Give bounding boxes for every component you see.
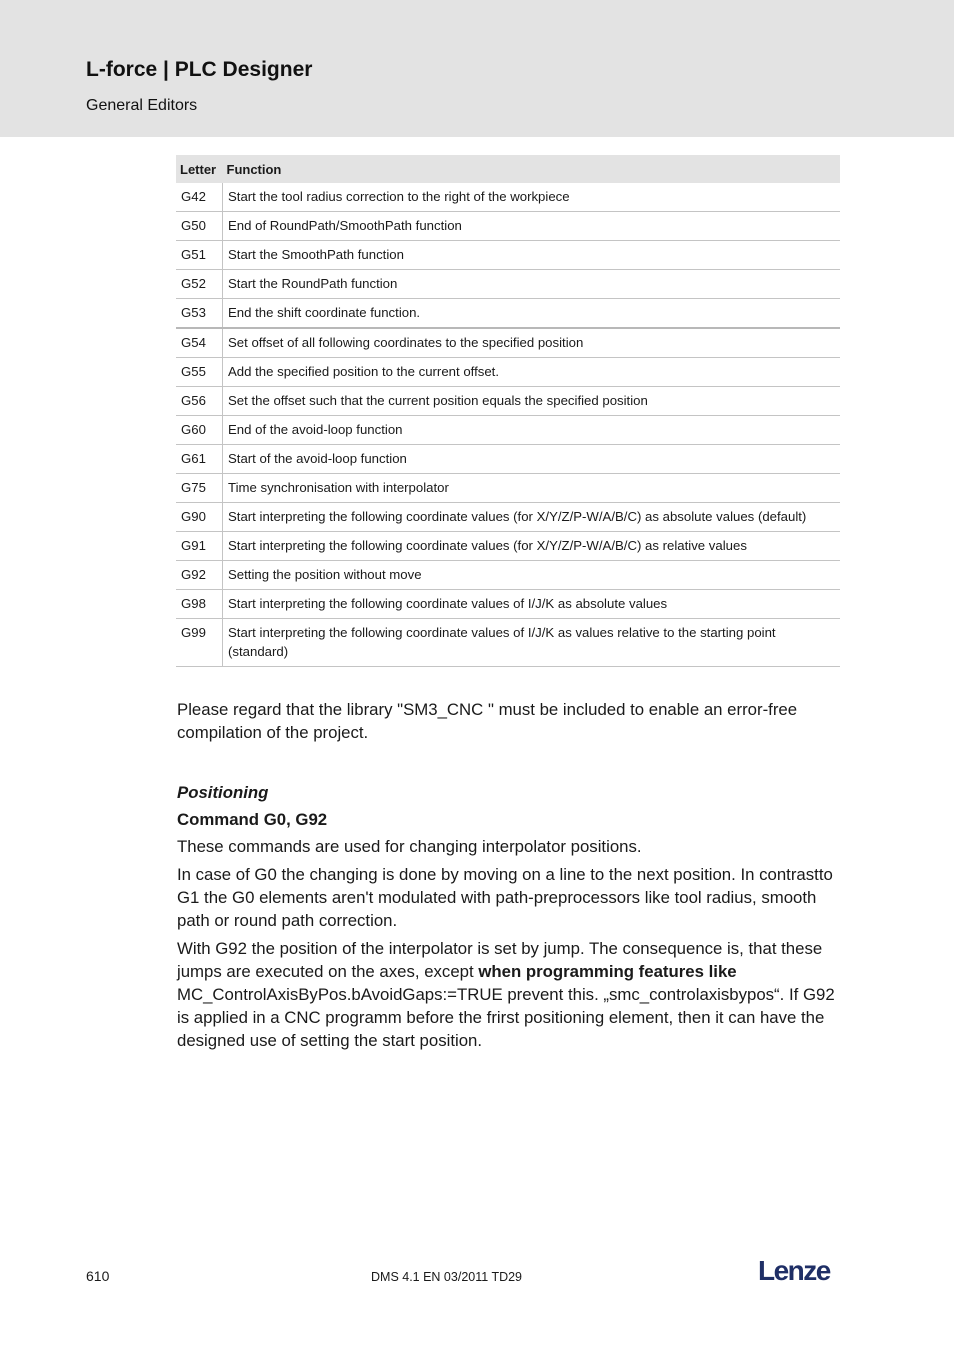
row-letter: G56 xyxy=(176,387,223,416)
row-function: Start the tool radius correction to the right of the workpiece xyxy=(223,183,841,212)
paragraph-3-end: MC_ControlAxisByPos.bAvoidGaps:=TRUE prevent this. „smc_controlaxisbypos“. If G92 is applied in a CNC programm before the frirst positioning element, then it can have the designed use of setting the start position. xyxy=(177,985,835,1050)
row-function: Time synchronisation with interpolator xyxy=(223,474,841,503)
row-function: Start interpreting the following coordinate values of I/J/K as absolute values xyxy=(223,590,841,619)
row-function: Start interpreting the following coordinate values (for X/Y/Z/P-W/A/B/C) as absolute values (default) xyxy=(223,503,841,532)
command-heading: Command G0, G92 xyxy=(177,810,328,829)
table-row xyxy=(176,358,840,387)
row-letter: G55 xyxy=(176,358,223,387)
table-row xyxy=(176,328,840,358)
paragraph-3 xyxy=(177,937,843,1052)
paragraph-1: These commands are used for changing interpolator positions. xyxy=(177,837,642,856)
gcode-table xyxy=(176,155,840,667)
table-row xyxy=(176,561,840,590)
table-row xyxy=(176,445,840,474)
table-header-row xyxy=(176,155,840,183)
table-row xyxy=(176,503,840,532)
row-letter: G52 xyxy=(176,270,223,299)
row-function: Set offset of all following coordinates to the specified position xyxy=(223,328,841,358)
table-row xyxy=(176,532,840,561)
paragraph-2: In case of G0 the changing is done by moving on a line to the next position. In contrastto G1 the G0 elements aren't modulated with path-preprocessors like tool radius, smooth path or round path correction. xyxy=(177,865,833,930)
row-letter: G51 xyxy=(176,241,223,270)
row-letter: G61 xyxy=(176,445,223,474)
table-row xyxy=(176,241,840,270)
document-title: L-force | PLC Designer xyxy=(86,58,313,81)
row-function: Add the specified position to the current offset. xyxy=(223,358,841,387)
paragraph-3-bold: when programming features like xyxy=(478,962,737,981)
library-note: Please regard that the library "SM3_CNC " must be included to enable an error-free compilation of the project. xyxy=(177,700,798,742)
paragraph-3-start: With G92 the position of the interpolator is set by jump. The consequence is, that these jumps are executed on the axes, except xyxy=(177,939,823,981)
table-row xyxy=(176,416,840,445)
row-letter: G54 xyxy=(176,328,223,358)
row-letter: G42 xyxy=(176,183,223,212)
table-row xyxy=(176,212,840,241)
row-function: Start interpreting the following coordinate values of I/J/K as values relative to the starting point (standard) xyxy=(223,619,841,667)
table-row xyxy=(176,183,840,212)
table-row xyxy=(176,590,840,619)
row-function: End of RoundPath/SmoothPath function xyxy=(223,212,841,241)
table-row xyxy=(176,619,840,667)
table-row xyxy=(176,387,840,416)
column-header-letter: Letter xyxy=(176,155,223,183)
row-function: Start the SmoothPath function xyxy=(223,241,841,270)
row-function: Set the offset such that the current position equals the specified position xyxy=(223,387,841,416)
page-number: 610 xyxy=(86,1268,110,1284)
row-function: End the shift coordinate function. xyxy=(223,299,841,329)
row-letter: G50 xyxy=(176,212,223,241)
row-letter: G91 xyxy=(176,532,223,561)
row-letter: G75 xyxy=(176,474,223,503)
row-letter: G98 xyxy=(176,590,223,619)
section-heading: Positioning xyxy=(177,783,269,802)
page-header xyxy=(0,0,954,137)
chapter-title: General Editors xyxy=(86,97,198,114)
row-letter: G60 xyxy=(176,416,223,445)
column-header-function: Function xyxy=(223,155,841,183)
row-letter: G90 xyxy=(176,503,223,532)
row-letter: G53 xyxy=(176,299,223,329)
row-function: Setting the position without move xyxy=(223,561,841,590)
row-function: Start the RoundPath function xyxy=(223,270,841,299)
row-function: End of the avoid-loop function xyxy=(223,416,841,445)
table-row xyxy=(176,299,840,329)
row-letter: G99 xyxy=(176,619,223,667)
table-body xyxy=(176,183,840,667)
row-function: Start of the avoid-loop function xyxy=(223,445,841,474)
row-function: Start interpreting the following coordinate values (for X/Y/Z/P-W/A/B/C) as relative values xyxy=(223,532,841,561)
document-id: DMS 4.1 EN 03/2011 TD29 xyxy=(371,1270,523,1284)
table-row xyxy=(176,474,840,503)
table-row xyxy=(176,270,840,299)
main-text xyxy=(177,698,843,1057)
lenze-logo: Lenze xyxy=(758,1255,830,1286)
row-letter: G92 xyxy=(176,561,223,590)
